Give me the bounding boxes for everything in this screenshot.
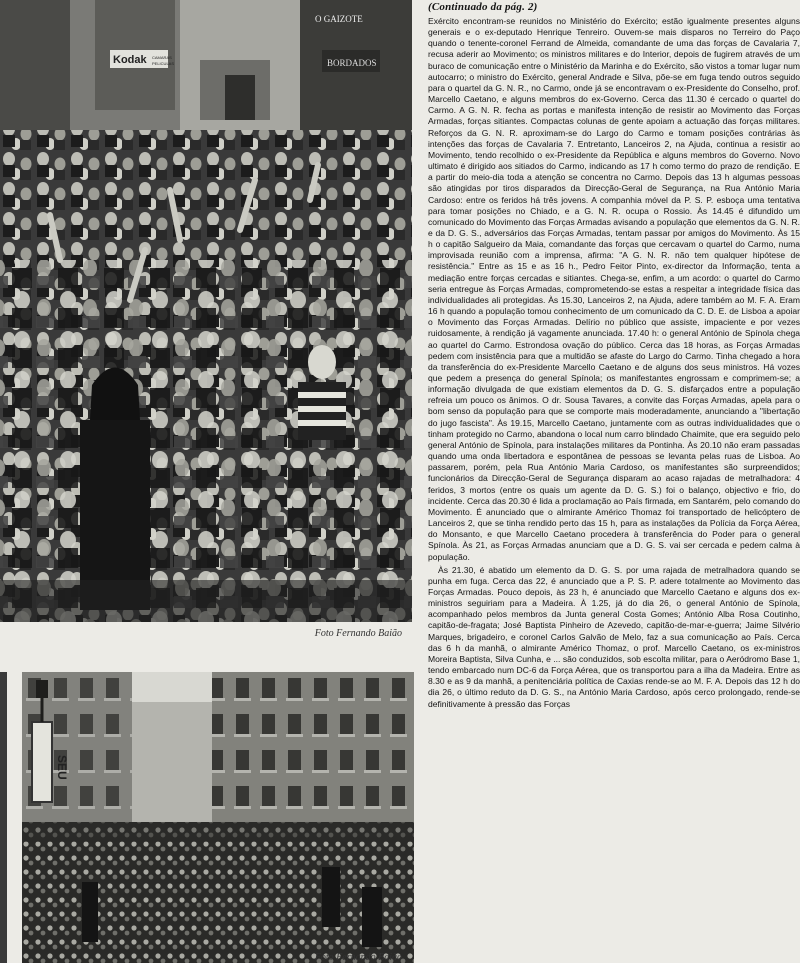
continued-note: (Continuado da pág. 2)	[428, 1, 538, 13]
crowd-photo	[0, 0, 412, 622]
page-edge	[0, 672, 7, 963]
article-column	[428, 0, 800, 963]
street-photo	[22, 672, 414, 963]
street-photo-image	[22, 672, 414, 963]
article-paragraph: Exército encontram-se reunidos no Ministério do Exército; estão igualmente presentes alguns generais e o ex-deputado Henrique Tenreiro. Ouvem-se mais disparos no Terreiro do Paço quando o tenente-coronel Ferrand de Almeida, comandante de uma das forças de Cavalaria 7, recusa aderir ao Movimento; os ministros militares e do Interior, depois de fugirem através de um buraco de comunicação entre o Ministério da Marinha e do Exército, são vistos a tomar lugar num autocarro; o ministro do Exército, general Andrade e Silva, põe-se em fuga tendo outros seguido para o quartel da G. N. R., no Carmo, onde já se encontravam o ex-Presidente do Conselho, prof. Marcello Caetano, e alguns membros do ex-Governo. Cerca das 11.30 é cercado o quartel do Carmo. A G. N. R. fecha as portas e manifesta intenção de resistir ao Movimento das Forças Armadas, forças sitiantes. Compactas colunas de gente apoiam a actuação das forças militares. Reforços da G. N. R. aproximam-se do Largo do Carmo e tomam posições contrárias às intenções das forças de Cavalaria 7. Entretanto, Lanceiros 2, na Ajuda, continua a resistir ao Movimento, tendo recolhido o ex-Presidente da República e alguns membros do Governo. Novo ultimato é dirigido aos sitiados do Carmo, indicando as 17 h como termo do prazo de rendição. E a partir do meio-dia toda a atenção se concentra no Carmo. Depois das 13 h algumas pessoas são atingidas por tiros disparados da Direcção-Geral de Segurança, na Rua António Maria Cardoso: entre os feridos há três jovens. A companhia móvel da P. S. P. esboça uma tentativa para tomar posições no Chiado, e a G. N. R. ocupa o Rossio. Às 14.45 é difundido um comunicado do Movimento das Forças Armadas avisando a população que elementos da G. N. R. e da D. G. S., adversários das Forças Armadas, tentam passar por amigos do Movimento. Às 15 h o capitão Salgueiro da Maia, comandante das forças que cercavam o quartel do Carmo, numa improvisada reunião com a imprensa, afirma: "A G. N. R. não tem qualquer hipótese de resistência." Entre as 15 e as 16 h., Pedro Feitor Pinto, ex-director da Informação, tenta a mediação entre forças cercadas e sitiantes. Chega-se, enfim, a um acordo: o quartel do Carmo seria entregue às Forças Armadas, comprometendo-se estas a respeitar a integridade física das individualidades ali protegidas. Às 15.30, Lanceiros 2, na Ajuda, adere também ao M. F. A. Eram 16 h quando a população tomou conhecimento de um comunicado da C. D. E. de Lisboa a apoiar o Movimento das Forças Armadas. Delírio no público que assiste, impaciente e por vezes ruidosamente, à rendição já vagamente anunciada. 17.40 h: o general António de Spínola chega ao quartel do Carmo. Estrondosa ovação do público. Cerca das 18 horas, as Forças Armadas pedem com insistência para que a multidão se afaste do Largo do Carmo. Tinha chegado a hora da transferência do ex-Presidente Marcello Caetano e de alguns dos seus ministros. Há vozes que pedem a presença do general Spínola; os manifestantes engrossam e comprimem-se; a informação divulgada de que existiam elementos da D. G. S. disfarçados entre a população refreia um pouco os ânimos. O dr. Sousa Tavares, a convite das Forças Armadas, apela para o bom senso da população para que se comporte mais moderadamente, anunciando a "libertação do jugo fascista". Às 19.15, Marcello Caetano, juntamente com as outras individualidades que o tinham protegido no Carmo, abandona o local num carro blindado Chaimite, que era seguido pelo general António de Spínola, para instalações militares da Pontinha. Às 20.10 não eram passadas quando uma onda libertadora e espontânea de pessoas se levanta pelas ruas de Lisboa. Ao passarem, porém, pela Rua António Maria Cardoso, os manifestantes são surpreendidos; funcionários da Direcção-Geral de Segurança disparam ao acaso rajadas de metralhadora: 4 feridos, 3 mortos (entre os quais um agente da D. G. S.) foi o balanço, objectivo e frio, do incidente. Cerca das 20.30 é lida a proclamação ao País firmada, em Santarém, pelo comando do Movimento. É anunciado que o almirante Américo Thomaz foi transportado de helicóptero de Lanceiros 2, que se tinha rendido perto das 15 h, para as instalações da Polícia da Força Aérea, do Monsanto, e que Marcello Caetano procedera à transferência do Poder para o general Spínola. Às 21, as Forças Armadas anunciam que a D. G. S. vai ser cercada e pedem calma à população.	[428, 16, 800, 562]
svg-text:CAMARAS: CAMARAS	[152, 55, 172, 60]
crowd-photo-image	[0, 0, 412, 622]
article-paragraph: Às 21.30, é abatido um elemento da D. G. S. por uma rajada de metralhadora quando se punha em fuga. Cerca das 22, é anunciado que a P. S. P. adere totalmente ao Movimento das Forças Armadas. Pouco depois, às 23 h, é anunciado que Marcello Caetano e alguns dos ex-ministros seguiriam para a Madeira. À 1.25, já do dia 26, o general António de Spínola, acompanhado pelos membros da Junta general Costa Gomes; António Alba Rosa Coutinho, capitão-de-fragata; José Baptista Pinheiro de Azevedo, capitão-de-mar-e-guerra; Jaime Silvério Marques, brigadeiro, e coronel Carlos Galvão de Melo, faz a sua comunicação ao País. Cerca das 6 h da manhã, o almirante Américo Thomaz, o prof. Marcello Caetano, os ex-ministros Moreira Baptista, Silva Cunha, e ... são conduzidos, sob escolta militar, para o Aeródromo Base 1, tendo embarcado num DC-6 da Força Aérea, que os transportou para a ilha da Madeira. Entre as 8.30 e as 9 da manhã, a penitenciária política de Caxias rende-se ao M. F. A. Depois das 12 h do dia 26, o último reduto da D. G. S., na António Maria Cardoso, após cerco prolongado, rende-se definitivamente à pressão das Forças	[428, 564, 800, 709]
svg-text:PELICULAS: PELICULAS	[152, 61, 175, 66]
svg-text:O GAIZOTE: O GAIZOTE	[315, 14, 363, 24]
photo-credit: Foto Fernando Baião	[314, 952, 402, 963]
photo-credit: Foto Fernando Baião	[314, 628, 402, 639]
seu-sign: SEU	[55, 755, 69, 780]
kodak-sign: Kodak	[113, 54, 147, 66]
svg-text:BORDADOS: BORDADOS	[327, 58, 377, 68]
